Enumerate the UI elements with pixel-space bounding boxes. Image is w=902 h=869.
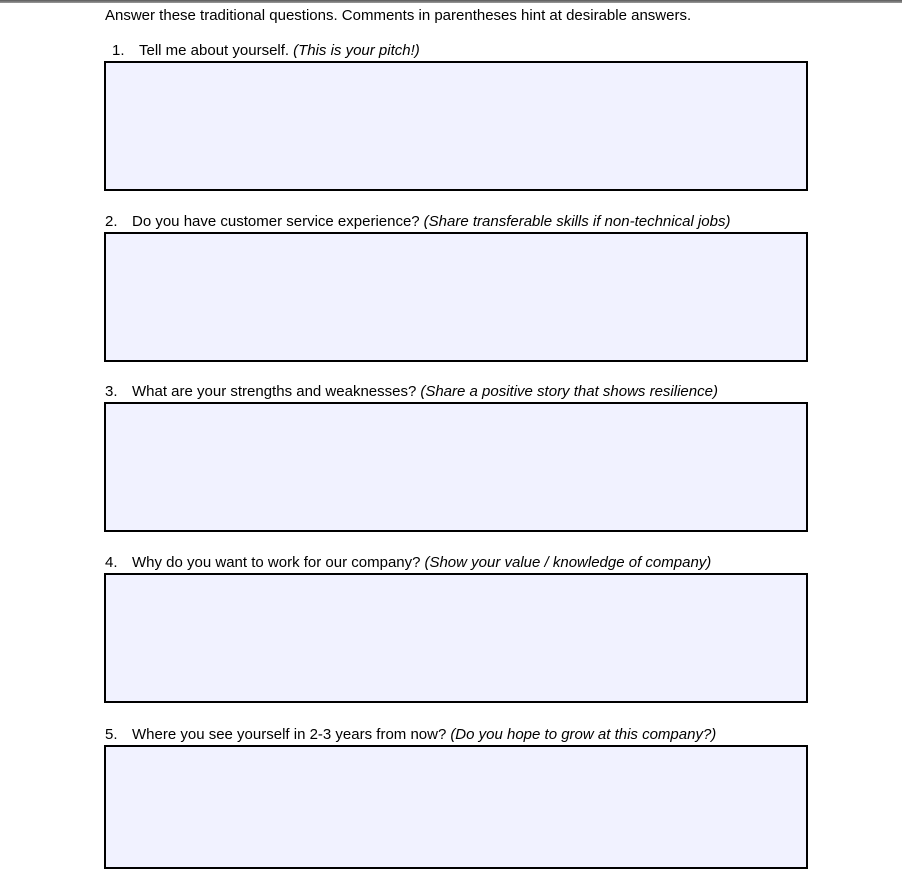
question-hint: (Do you hope to grow at this company?) [450,726,717,743]
answer-field-3[interactable] [104,402,808,532]
question-text: Do you have customer service experience? [132,213,420,230]
question-hint: (Show your value / knowledge of company) [424,554,712,571]
question-hint: (Share transferable skills if non-technical jobs) [423,213,731,230]
answer-field-4[interactable] [104,573,808,703]
answer-field-2[interactable] [104,232,808,362]
question-text: Tell me about yourself. [139,42,290,59]
question-text: What are your strengths and weaknesses? [132,383,417,400]
question-4 [105,554,711,572]
question-number: 3. [105,383,118,400]
question-2 [105,213,730,231]
question-text: Where you see yourself in 2-3 years from now? [132,726,447,743]
question-number: 1. [112,42,125,59]
question-3 [105,383,718,401]
question-5 [105,726,716,744]
question-1 [112,42,420,60]
question-hint: (Share a positive story that shows resilience) [420,383,718,400]
question-number: 2. [105,213,118,230]
instructions-text: Answer these traditional questions. Comments in parentheses hint at desirable answers. [105,7,692,24]
question-hint: (This is your pitch!) [293,42,420,59]
question-number: 5. [105,726,118,743]
question-number: 4. [105,554,118,571]
answer-field-5[interactable] [104,745,808,869]
answer-field-1[interactable] [104,61,808,191]
question-text: Why do you want to work for our company? [132,554,421,571]
page-top-edge [0,0,902,3]
